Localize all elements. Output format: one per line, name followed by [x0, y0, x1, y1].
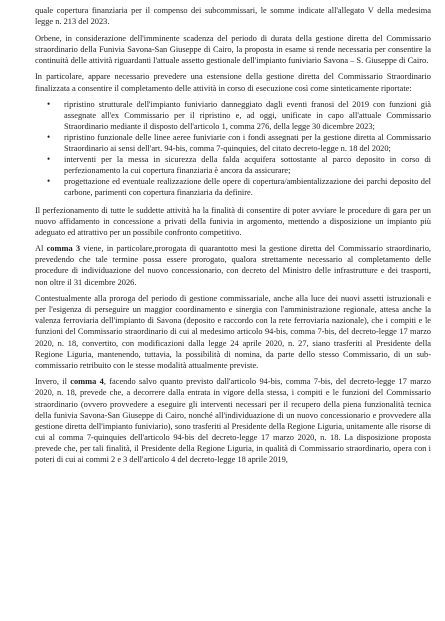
bullet-icon: •	[47, 176, 51, 187]
list-item-text: interventi per la messa in sicurezza della falda acquifera sottostante al parco deposito in corso di perfezionamento la cui copertura finanziaria è ancora da assicurare;	[64, 155, 431, 176]
text-rest: , facendo salvo quanto previsto dall'articolo 94-bis, comma 7-bis, del decreto-legge 17 marzo 2020, n. 18, prevede che, a decorrere dalla entrata in vigore della stessa, i compiti e le funzioni del Commissario straordinario (ovvero provvedere a eseguire gli interventi necessari per il recupero della piena funzionalità tecnica della funivia Savona-San Giuseppe di Cairo, nonché all'individuazione di un nuovo concessionario e provvedere alla gestione diretta dell'impianto funiviario), sono trasferiti al Presidente della Regione Liguria, unitamente alle risorse di cui al comma 7-quinquies dell'articolo 94-bis del decreto-legge 17 marzo 2020, n. 18. La disposizione proposta prevede che, per tali finalità, il Presidente della Regione Liguria, in qualità di Commissario straordinario, opera con i poteri di cui ai commi 2 e 3 dell'articolo 4 del decreto-legge 18 aprile 2019,	[35, 377, 431, 464]
text-rest: viene, in particolare,prorogata di quarantotto mesi la gestione diretta del Commissario straordinario, prevedendo che tale termine possa essere prorogato, qualora strettamente necessario al completamento delle procedure di individuazione del nuovo concessionario, con decreto del Ministro delle infrastrutture e dei trasporti, non oltre il 31 dicembre 2026.	[35, 244, 431, 287]
text-lead: Al	[35, 244, 47, 254]
list-item-text: progettazione ed eventuale realizzazione delle opere di copertura/ambientalizzazione dei parchi deposito del carbone, parimenti con copertura finanziaria da definire.	[64, 177, 431, 198]
comma-3-reference: comma 3	[46, 244, 81, 254]
text-lead: Invero, il	[35, 377, 71, 387]
list-item	[47, 176, 431, 198]
list-item-text: ripristino strutturale dell'impianto funiviario danneggiato dagli eventi franosi del 2019 con funzioni già assegnate all'ex Commissario per il ripristino e, ad oggi, unificate in capo all'attuale Commissario Straordinario mediante il disposto dell'articolo 1, comma 276, della legge 30 dicembre 2023;	[64, 99, 431, 131]
list-item	[47, 98, 431, 132]
list-item-text: ripristino funzionale delle linee aeree funiviarie con i fondi assegnati per la gestione diretta al Commissario Straordinario ai sensi dell'art. 94-bis, comma 7-quinquies, del citato decreto-legge n. 18 del 2020;	[64, 132, 431, 154]
paragraph-purpose: Il perfezionamento di tutte le suddette attività ha la finalità di consentire di poter avviare le procedure di gara per un nuovo affidamento in concessione a privati della funivia in argomento, mettendo a disposizione un impianto più adeguato ed attrattivo per un possibile confronto competitivo.	[35, 205, 431, 237]
paragraph-transfer-context: Contestualmente alla proroga del periodo di gestione commissariale, anche alla luce dei nuovi assetti istruzionali e per l'esigenza di perseguire un maggior coordinamento e sinergia con l'amministrazione regionale, attesa anche la valenza ferroviaria dell'impianto di Savona (deposito e raccordo con la rete ferroviaria nazionale), che i compiti e le funzioni del Commissario straordinario di cui al medesimo articolo 94-bis, comma 7-bis, del decreto-legge 17 marzo 2020, n. 18, convertito, con modificazioni dalla legge 24 aprile 2020, n. 27, siano trasferiti al Presidente della Regione Liguria, mantenendo, tuttavia, la possibilità di nomina, da parte dello stesso Commissario, di un sub-commissario retribuito con le stesse modalità attualmente previste.	[35, 294, 431, 370]
paragraph-funding-note: quale copertura finanziaria per il compenso dei subcommissari, le somme indicate all'allegato V della medesima legge n. 213 del 2023.	[35, 6, 431, 27]
bullet-icon: •	[47, 154, 51, 165]
list-item	[47, 154, 431, 176]
list-item	[47, 131, 431, 154]
activities-list	[35, 99, 431, 199]
paragraph-expiry-context: Orbene, in considerazione dell'imminente scadenza del periodo di durata della gestione diretta del Commissario straordinario della Funivia Savona-San Giuseppe di Cairo, la proposta in esame si rende necessaria per consentire la continuità delle attività riguardanti l'attuale assetto gestionale dell'impianto funiviario Savona – S. Giuseppe di Cairo.	[35, 33, 431, 65]
paragraph-comma-3	[35, 243, 431, 287]
paragraph-comma-4	[35, 376, 431, 465]
comma-4-reference: comma 4	[70, 377, 104, 387]
bullet-icon: •	[47, 98, 51, 109]
bullet-icon: •	[47, 131, 51, 142]
paragraph-extension-intro: In particolare, appare necessario prevedere una estensione della gestione diretta del Commissario Straordinario finalizzata a consentire il completamento delle attività in corso di esecuzione così come sinteticamente riportate:	[35, 72, 431, 93]
